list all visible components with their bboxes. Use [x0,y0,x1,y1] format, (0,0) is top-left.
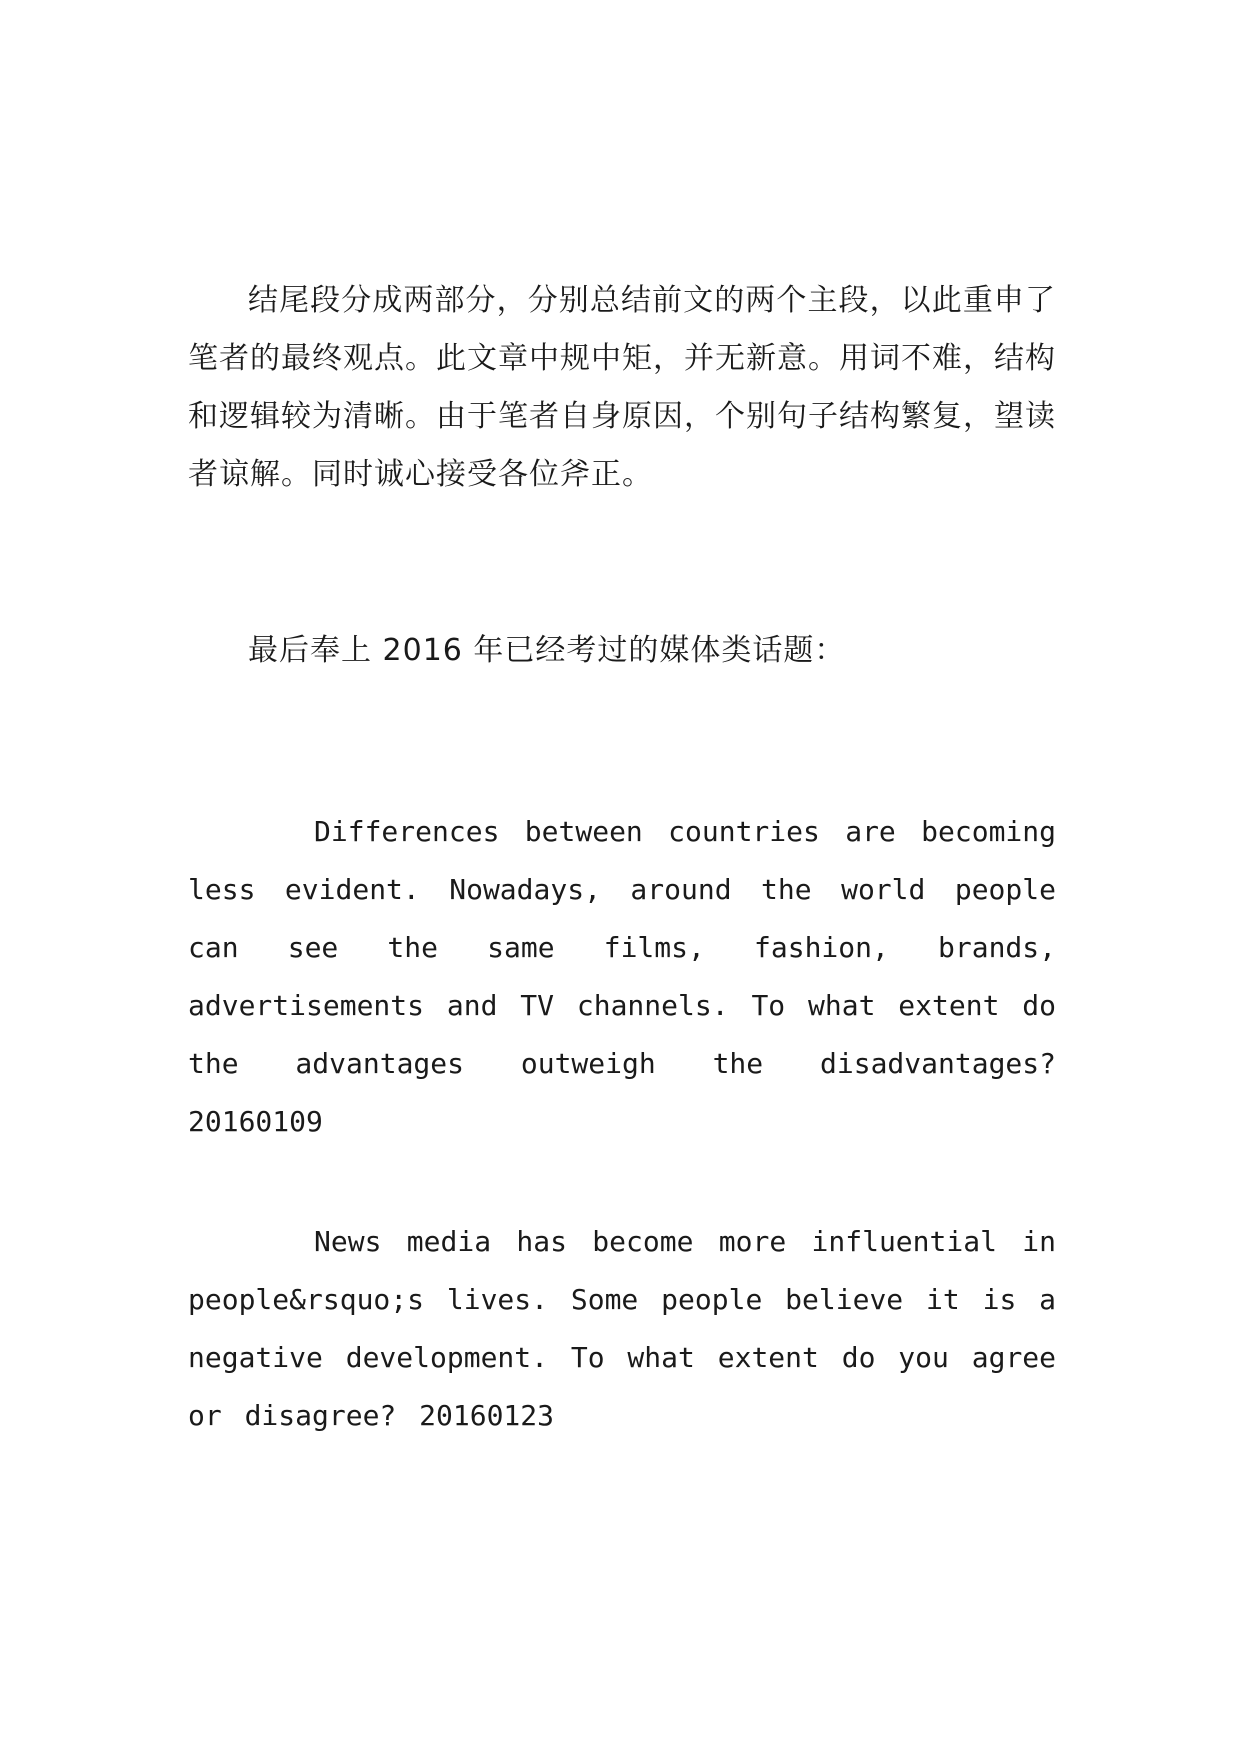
paragraph-topics-intro: 最后奉上 2016 年已经考过的媒体类话题： [248,633,846,668]
paragraph-essay-topic-20160109: Differences between countries are becoming less evident. Nowadays, around the world people can see the same films, fashion, brands, advertisements and TV channels. To what extent do the advantages outweigh the disadvantages? 20160109 [188,815,1057,1138]
paragraph-conclusion-summary: 结尾段分成两部分，分别总结前文的两个主段，以此重申了笔者的最终观点。此文章中规中矩，并无新意。用词不难，结构和逻辑较为清晰。由于笔者自身原因，个别句子结构繁复，望读者谅解。同时诚心接受各位斧正。 [188,283,1056,492]
paragraph-essay-topic-20160123: News media has become more influential in people&rsquo;s lives. Some people believe it is a negative development. To what extent do you agree or disagree? 20160123 [188,1225,1057,1432]
